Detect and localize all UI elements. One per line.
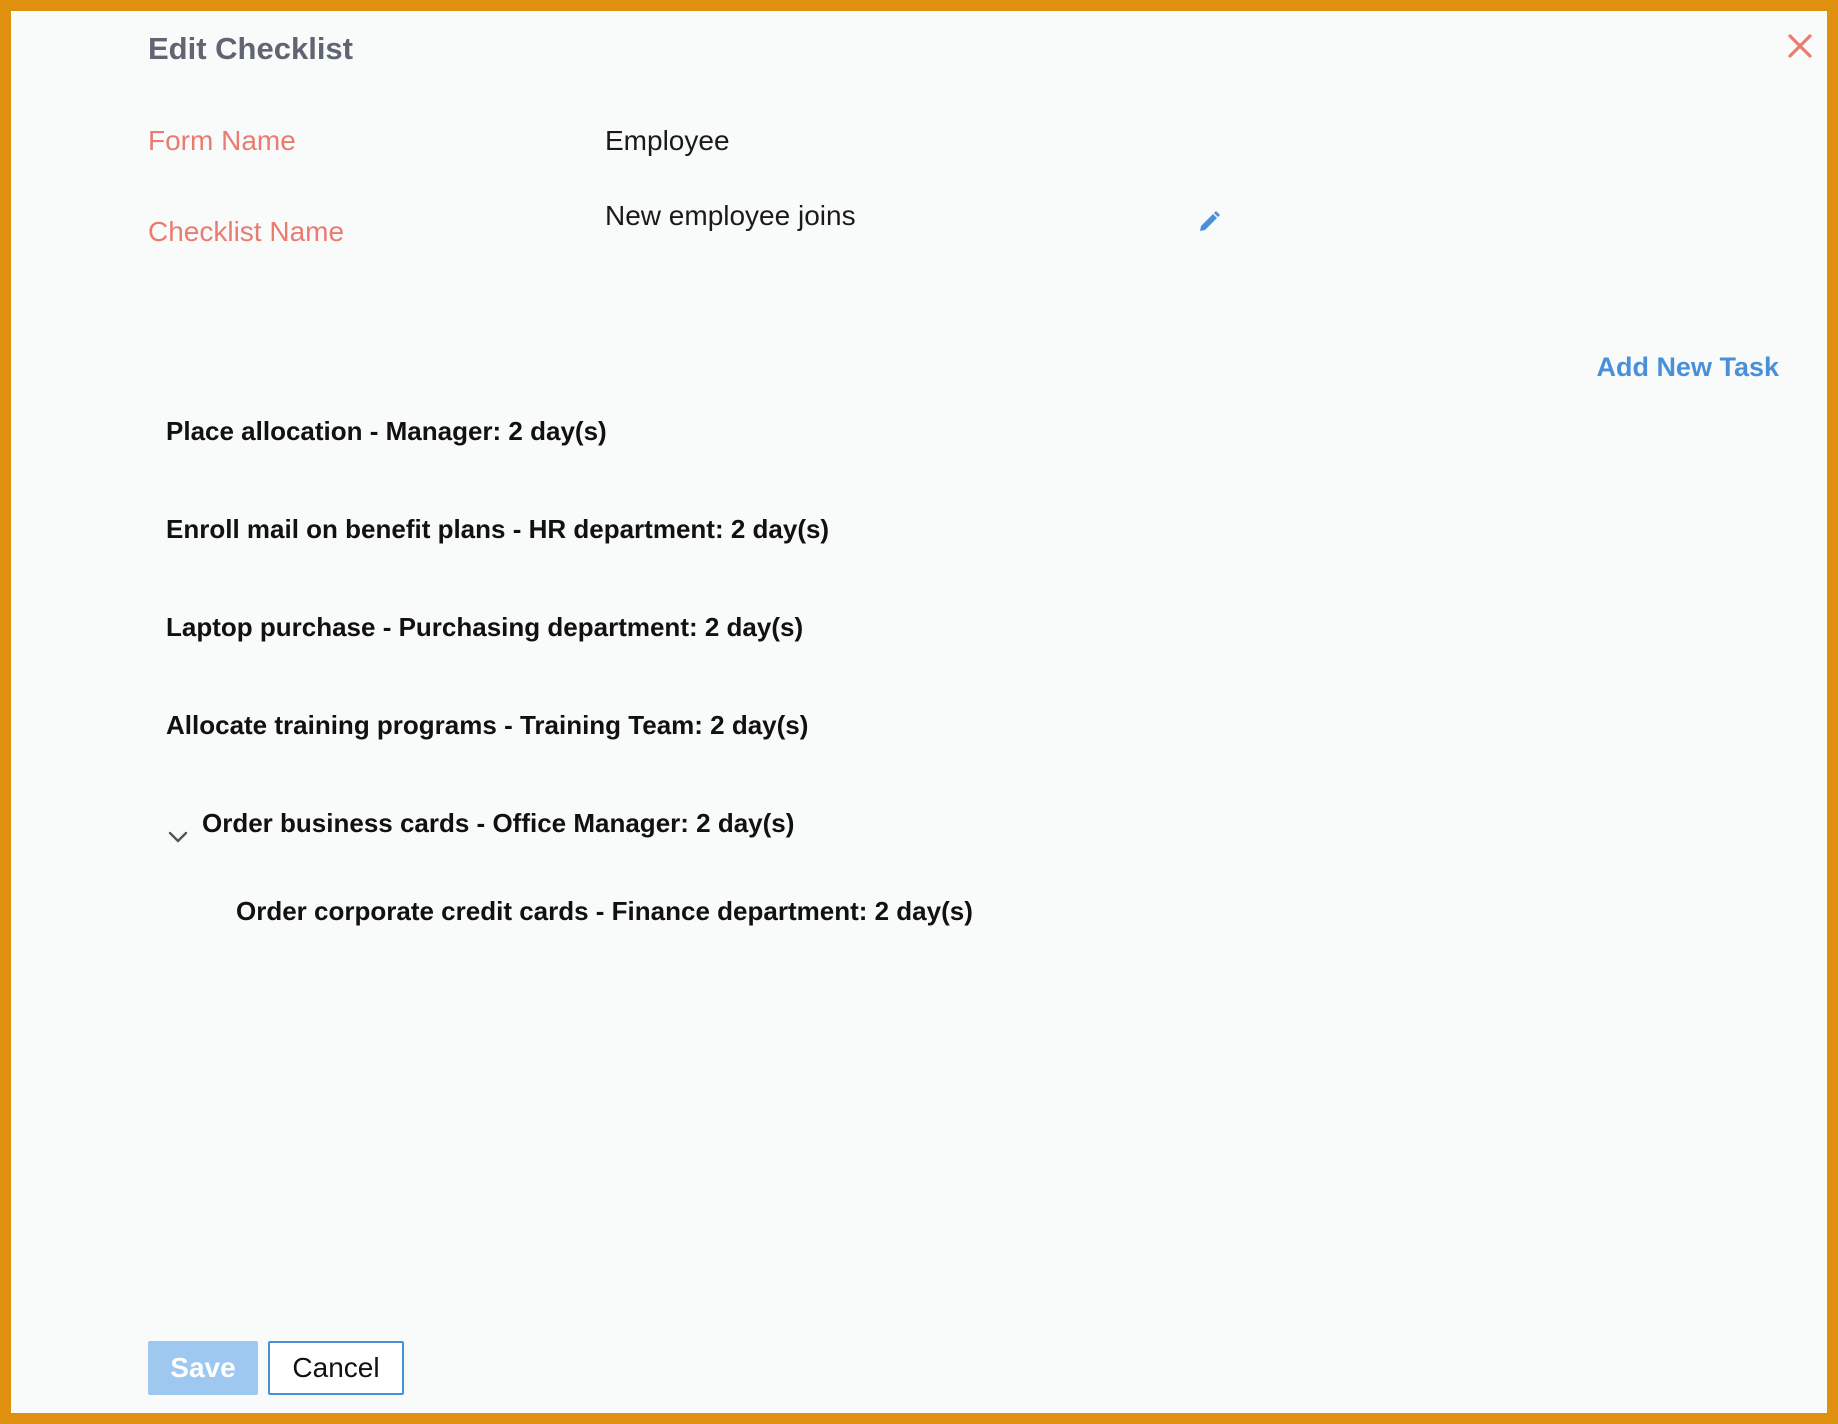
- form-name-label: Form Name: [148, 125, 296, 156]
- close-icon: [1787, 33, 1813, 64]
- checklist-name-label: Checklist Name: [148, 216, 345, 247]
- task-item[interactable]: Place allocation - Manager: 2 day(s): [166, 416, 607, 446]
- task-item[interactable]: Order business cards - Office Manager: 2 day(s): [202, 808, 795, 838]
- chevron-down-icon: [168, 830, 188, 849]
- cancel-button[interactable]: Cancel: [268, 1341, 404, 1395]
- close-button[interactable]: [1778, 26, 1822, 70]
- checklist-name-value: New employee joins: [605, 200, 856, 231]
- task-item[interactable]: Allocate training programs - Training Team: 2 day(s): [166, 710, 809, 740]
- form-name-value: Employee: [605, 125, 730, 156]
- task-item[interactable]: Enroll mail on benefit plans - HR department: 2 day(s): [166, 514, 830, 544]
- pencil-icon: [1197, 210, 1221, 239]
- task-item[interactable]: Laptop purchase - Purchasing department: 2 day(s): [166, 612, 804, 642]
- subtask-item[interactable]: Order corporate credit cards - Finance department: 2 day(s): [236, 896, 973, 926]
- add-new-task-link[interactable]: Add New Task: [1596, 352, 1779, 382]
- save-button[interactable]: Save: [148, 1341, 258, 1395]
- dialog-title: Edit Checklist: [148, 31, 353, 66]
- expand-toggle-button[interactable]: [164, 825, 192, 853]
- edit-checklist-dialog: [11, 11, 1827, 1413]
- edit-checklist-name-button[interactable]: [1189, 204, 1229, 244]
